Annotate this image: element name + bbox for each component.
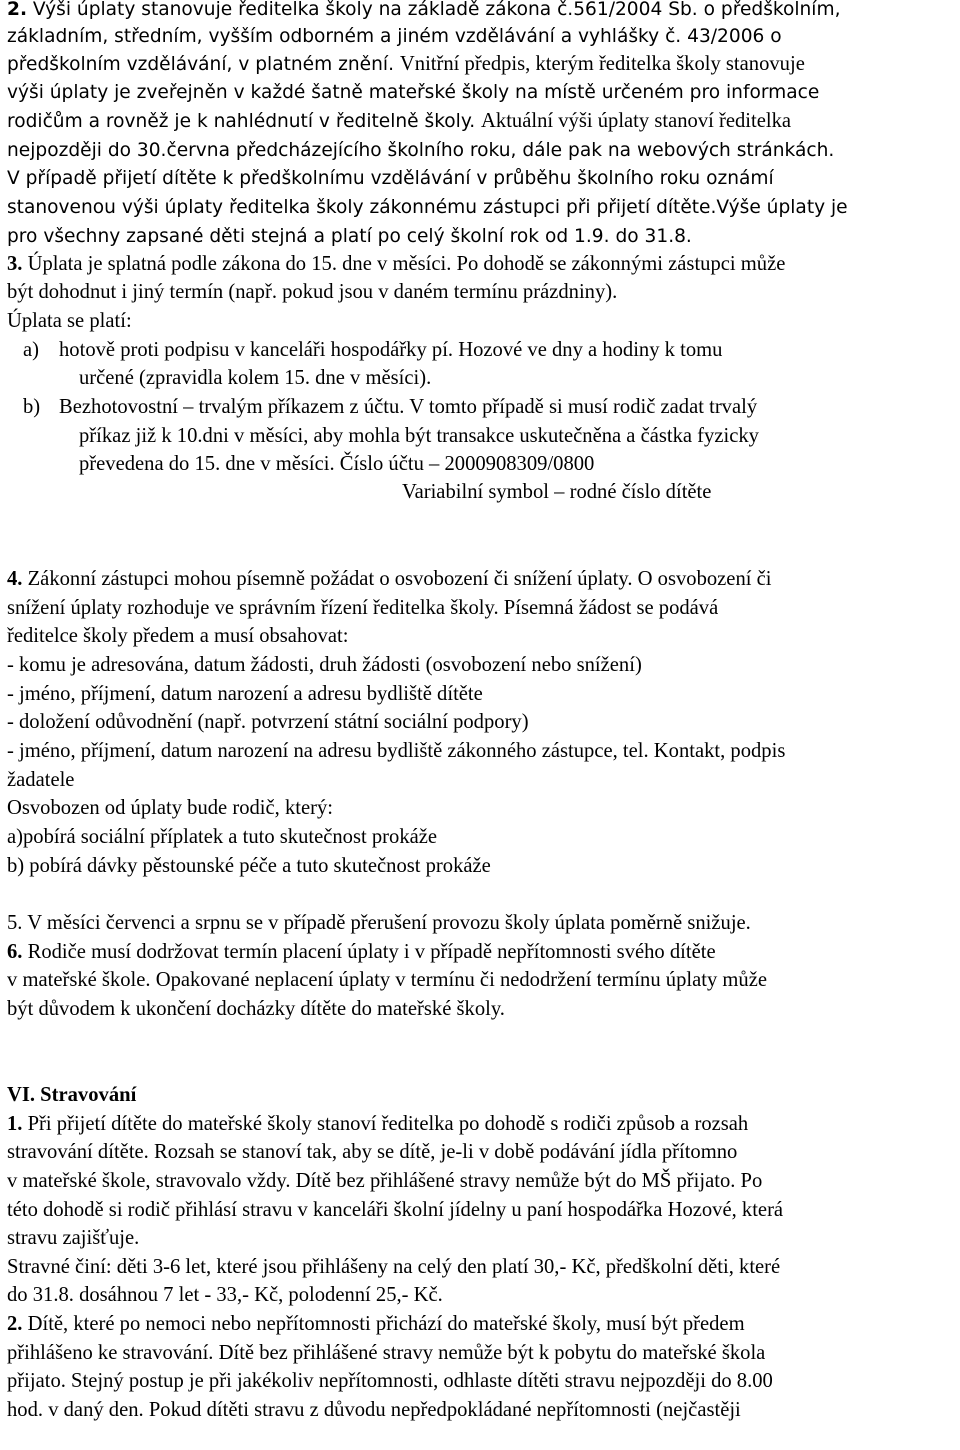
list-item: a)pobírá sociální příplatek a tuto skutečnost prokáže bbox=[7, 826, 438, 848]
item-number: 6. bbox=[7, 941, 23, 963]
text-line: 3. Úplata je splatná podle zákona do 15. dne v měsíci. Po dohodě se zákonnými zástupci může bbox=[7, 253, 786, 275]
text-line: nejpozději do 30.června předcházejícího školního roku, dále pak na webových stránkách. bbox=[7, 140, 835, 161]
list-marker: b) bbox=[23, 396, 41, 418]
text-line: být důvodem k ukončení docházky dítěte do mateřské školy. bbox=[7, 998, 505, 1020]
text-line: ředitelce školy předem a musí obsahovat: bbox=[7, 625, 349, 647]
text-line: výši úplaty je zveřejněn v každé šatně mateřské školy na místě určeném pro informace bbox=[7, 82, 820, 103]
text-line: stravu zajišťuje. bbox=[7, 1227, 140, 1249]
item-number: 4. bbox=[7, 568, 23, 590]
text-line: v mateřské škole. Opakované neplacení úplaty v termínu či nedodržení termínu úplaty může bbox=[7, 969, 767, 991]
text-line: pro všechny zapsané děti stejná a platí po celý školní rok od 1.9. do 31.8. bbox=[7, 226, 692, 247]
item-number: 2. bbox=[7, 1313, 23, 1335]
text-line: snížení úplaty rozhoduje ve správním řízení ředitelka školy. Písemná žádost se podává bbox=[7, 597, 719, 619]
text-line: rodičům a rovněž je k nahlédnutí v ředitelně školy. Aktuální výši úplaty stanoví ředitelka bbox=[7, 110, 792, 132]
text-line: hod. v daný den. Pokud dítěti stravu z důvodu nepředpokládané nepřítomnosti (nejčastěji bbox=[7, 1399, 741, 1421]
list-item: - jméno, příjmení, datum narození a adresu bydliště dítěte bbox=[7, 683, 483, 705]
list-item: - komu je adresována, datum žádosti, druh žádosti (osvobození nebo snížení) bbox=[7, 654, 642, 676]
text-line: přijato. Stejný postup je při jakékoliv nepřítomnosti, odhlaste dítěti stravu nejpozději do 8.00 bbox=[7, 1370, 773, 1392]
text-line: příkaz již k 10.dni v měsíci, aby mohla být transakce uskutečněna a částka fyzicky bbox=[79, 425, 759, 447]
text-line: přihlášeno ke stravování. Dítě bez přihlášené stravy nemůže být k pobytu do mateřské škola bbox=[7, 1342, 766, 1364]
text-line: žadatele bbox=[7, 769, 75, 791]
text-line: určené (zpravidla kolem 15. dne v měsíci). bbox=[79, 367, 432, 389]
text-line: základním, středním, vyšším odborném a jiném vzdělávání a vyhlášky č. 43/2006 o bbox=[7, 26, 782, 47]
text-line: stravování dítěte. Rozsah se stanoví tak, aby se dítě, je-li v době podávání jídla přítomno bbox=[7, 1141, 738, 1163]
text-line: Stravné činí: děti 3-6 let, které jsou přihlášeny na celý den platí 30,- Kč, předškolní děti, které bbox=[7, 1256, 781, 1278]
text-line: 4. Zákonní zástupci mohou písemně požádat o osvobození či snížení úplaty. O osvobození či bbox=[7, 568, 772, 590]
text-line: V případě přijetí dítěte k předškolnímu vzdělávání v průběhu školního roku oznámí bbox=[7, 168, 774, 189]
list-marker: a) bbox=[23, 339, 39, 361]
text-line: v mateřské škole, stravovalo vždy. Dítě bez přihlášené stravy nemůže být do MŠ přijato. Po bbox=[7, 1170, 763, 1192]
text-line: 1. Při přijetí dítěte do mateřské školy stanoví ředitelka po dohodě s rodiči způsob a rozsah bbox=[7, 1113, 749, 1135]
item-number: 2. bbox=[7, 0, 28, 20]
variable-symbol: Variabilní symbol – rodné číslo dítěte bbox=[402, 481, 712, 503]
section-heading: VI. Stravování bbox=[7, 1084, 137, 1106]
text-line: této dohodě si rodič přihlásí stravu v kanceláři školní jídelny u paní hospodářka Hozové, která bbox=[7, 1199, 784, 1221]
item-number: 1. bbox=[7, 1113, 23, 1135]
list-item: - doložení odůvodnění (např. potvrzení státní sociální podpory) bbox=[7, 711, 529, 733]
text-line: 5. V měsíci červenci a srpnu se v případě přerušení provozu školy úplata poměrně snižuje. bbox=[7, 912, 751, 934]
list-item: a) hotově proti podpisu v kanceláři hospodářky pí. Hozové ve dny a hodiny k tomu bbox=[7, 336, 956, 365]
text-line: Osvobozen od úplaty bude rodič, který: bbox=[7, 797, 333, 819]
list-item: - jméno, příjmení, datum narození na adresu bydliště zákonného zástupce, tel. Kontakt, podpis bbox=[7, 740, 786, 762]
text-line: stanovenou výši úplaty ředitelka školy zákonnému zástupci při přijetí dítěte.Výše úplaty je bbox=[7, 197, 848, 218]
account-number: Číslo účtu – 2000908309/0800 bbox=[339, 453, 595, 475]
text-line: 2. Dítě, které po nemoci nebo nepřítomnosti přichází do mateřské školy, musí být předem bbox=[7, 1313, 745, 1335]
item-number: 3. bbox=[7, 253, 23, 275]
text-line: 6. Rodiče musí dodržovat termín placení úplaty i v případě nepřítomnosti svého dítěte bbox=[7, 941, 716, 963]
text-line: do 31.8. dosáhnou 7 let - 33,- Kč, polodenní 25,- Kč. bbox=[7, 1284, 443, 1306]
list-item: b) pobírá dávky pěstounské péče a tuto skutečnost prokáže bbox=[7, 855, 491, 877]
text-line: 2. Výši úplaty stanovuje ředitelka školy na základě zákona č.561/2004 Sb. o předškolním, bbox=[7, 0, 841, 20]
subheading: Úplata se platí: bbox=[7, 310, 132, 332]
text-line: převedena do 15. dne v měsíci. Číslo účtu – 2000908309/0800 bbox=[79, 453, 595, 475]
list-item: b) Bezhotovostní – trvalým příkazem z účtu. V tomto případě si musí rodič zadat trvalý bbox=[7, 393, 956, 422]
text-line: předškolním vzdělávání, v platném znění. Vnitřní předpis, kterým ředitelka školy stanovuje bbox=[7, 53, 805, 75]
text-line: být dohodnut i jiný termín (např. pokud jsou v daném termínu prázdniny). bbox=[7, 281, 618, 303]
